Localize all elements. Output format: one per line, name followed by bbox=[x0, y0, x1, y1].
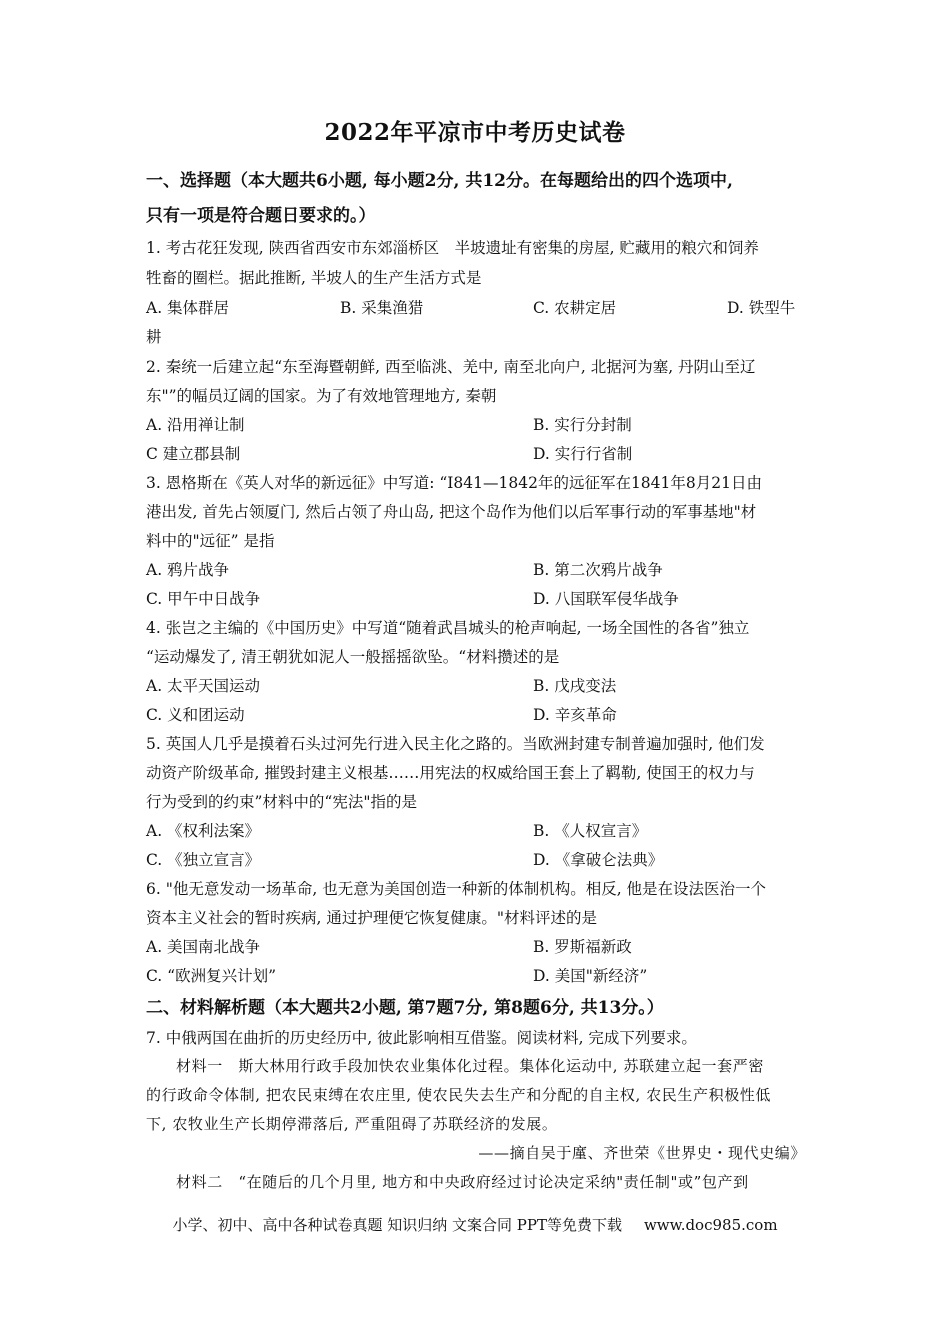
question-2-text: 2. 秦统一后建立起“东至海暨朝鲜, 西至临洮、羌中, 南至北向户, 北据河为塞, 丹阴山至辽 bbox=[146, 358, 756, 376]
question-5-option-d: D. 《拿破仑法典》 bbox=[533, 851, 664, 869]
question-1-option-d: D. 铁型牛 bbox=[727, 299, 796, 317]
question-4-text-cont: “运动爆发了, 清王朝犹如泥人一般摇摇欲坠。“材料攒述的是 bbox=[146, 648, 560, 666]
page-title: 2022年平凉市中考历史试卷 bbox=[324, 119, 626, 146]
question-6-option-c: C. “欧洲复兴计划” bbox=[146, 967, 277, 985]
question-4-option-a: A. 太平天国运动 bbox=[146, 677, 261, 695]
question-4-option-d: D. 辛亥革命 bbox=[533, 706, 617, 724]
question-3-option-b: B. 第二次鸦片战争 bbox=[533, 561, 663, 579]
question-4-option-c: C. 义和团运动 bbox=[146, 706, 245, 724]
question-1-option-a: A. 集体群居 bbox=[146, 299, 230, 317]
question-6-option-d: D. 美国"新经济” bbox=[533, 967, 648, 985]
material-1-source: ——摘自吴于廑、齐世荣《世界史・现代史编》 bbox=[478, 1144, 806, 1162]
question-5-text-cont: 动资产阶级革命, 摧毁封建主义根基……用宪法的权威给国王套上了羁勒, 使国王的权力与 bbox=[146, 764, 755, 782]
question-5-option-a: A. 《权利法案》 bbox=[146, 822, 261, 840]
section-1-heading-cont: 只有一项是符合题日要求的。） bbox=[146, 206, 376, 226]
question-5-option-c: C. 《独立宣言》 bbox=[146, 851, 261, 869]
material-1-text-cont: 的行政命令体制, 把农民束缚在农庄里, 使农民失去生产和分配的自主权, 农民生产积极性低 bbox=[146, 1086, 772, 1104]
question-5-option-b: B. 《人权宣言》 bbox=[533, 822, 648, 840]
question-3-text-cont2: 料中的"远征” 是指 bbox=[146, 532, 275, 550]
question-5-text: 5. 英国人几乎是摸着石头过河先行进入民主化之路的。当欧洲封建专制普遍加强时, 他们发 bbox=[146, 735, 765, 753]
question-1-option-c: C. 农耕定居 bbox=[533, 299, 617, 317]
question-7-text: 7. 中俄两国在曲折的历史经历中, 彼此影响相互借鉴。阅读材料, 完成下列要求。 bbox=[146, 1029, 697, 1047]
question-1-option-b: B. 采集渔猎 bbox=[340, 299, 424, 317]
question-3-text: 3. 恩格斯在《英人对华的新远征》中写道: “I841—1842年的远征军在1841年8月21日由 bbox=[146, 474, 762, 492]
question-6-option-b: B. 罗斯福新政 bbox=[533, 938, 632, 956]
question-2-option-a: A. 沿用禅让制 bbox=[146, 416, 245, 434]
question-3-option-a: A. 鸦片战争 bbox=[146, 561, 230, 579]
footer-text: 小学、初中、高中各种试卷真题 知识归纳 文案合同 PPT等免费下载 bbox=[172, 1216, 622, 1234]
question-2-option-c: C 建立郡县制 bbox=[146, 445, 241, 463]
material-1-text-cont2: 下, 农牧业生产长期停滞落后, 严重阻碍了苏联经济的发展。 bbox=[146, 1115, 558, 1133]
question-6-text: 6. "他无意发动一场革命, 也无意为美国创造一种新的体制机构。相反, 他是在设法医治一个 bbox=[146, 880, 767, 898]
question-6-option-a: A. 美国南北战争 bbox=[146, 938, 261, 956]
question-1-option-d-cont: 耕 bbox=[146, 328, 162, 346]
footer-url[interactable]: www.doc985.com bbox=[643, 1216, 778, 1234]
question-2-text-cont: 东"”的幅员辽阔的国家。为了有效地管理地方, 秦朝 bbox=[146, 387, 497, 405]
question-1-text: 1. 考古花狂发现, 陕西省西安市东郊淄桥区 半坡遗址有密集的房屋, 贮藏用的粮穴和饲养 bbox=[146, 239, 759, 257]
question-4-text: 4. 张岂之主编的《中国历史》中写道“随着武昌城头的枪声响起, 一场全国性的各省”独立 bbox=[146, 619, 750, 637]
material-1-text: 材料一 斯大林用行政手段加快农业集体化过程。集体化运动中, 苏联建立起一套严密 bbox=[176, 1057, 764, 1075]
question-2-option-b: B. 实行分封制 bbox=[533, 416, 632, 434]
material-2-text: 材料二 “在随后的几个月里, 地方和中央政府经过讨论决定采纳"责任制"或”包产到 bbox=[176, 1173, 749, 1191]
question-5-text-cont2: 行为受到的约束”材料中的“宪法"指的是 bbox=[146, 793, 417, 811]
question-4-option-b: B. 戊戌变法 bbox=[533, 677, 617, 695]
section-2-heading: 二、材料解析题（本大题共2小题, 第7题7分, 第8题6分, 共13分。） bbox=[146, 998, 664, 1018]
question-6-text-cont: 资本主义社会的暂时疾病, 通过护理便它恢复健康。"材料评述的是 bbox=[146, 909, 597, 927]
question-2-option-d: D. 实行行省制 bbox=[533, 445, 633, 463]
section-1-heading: 一、选择题（本大题共6小题, 每小题2分, 共12分。在每题给出的四个选项中, bbox=[146, 171, 733, 191]
question-3-option-d: D. 八国联军侵华战争 bbox=[533, 590, 679, 608]
question-3-option-c: C. 甲午中日战争 bbox=[146, 590, 261, 608]
question-3-text-cont: 港出发, 首先占领厦门, 然后占领了舟山岛, 把这个岛作为他们以后军事行动的军事基地"材 bbox=[146, 503, 757, 521]
page-footer bbox=[0, 1214, 950, 1235]
question-1-text-cont: 牲畜的圈栏。据此推断, 半坡人的生产生活方式是 bbox=[146, 269, 482, 287]
